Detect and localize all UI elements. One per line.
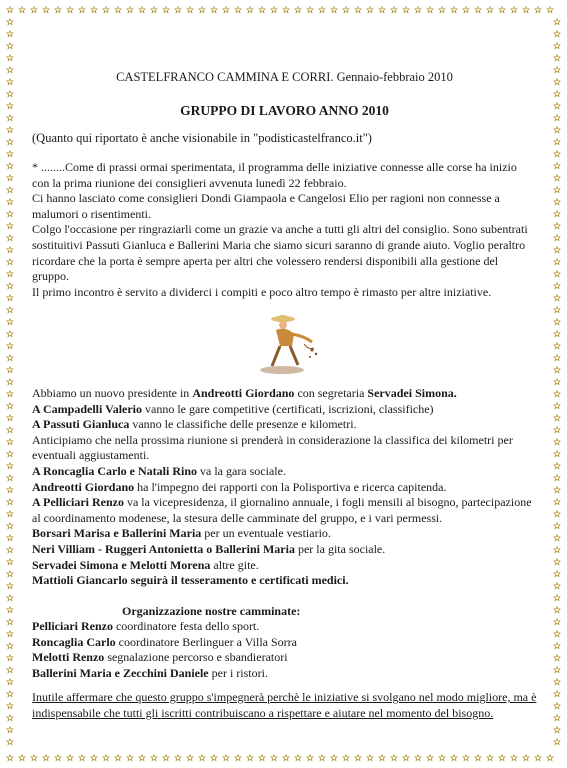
border-star-icon xyxy=(554,679,560,685)
border-star-icon xyxy=(554,271,560,277)
border-star-icon xyxy=(307,7,313,13)
border-star-icon xyxy=(475,7,481,13)
border-star-icon xyxy=(523,755,529,761)
border-star-icon xyxy=(554,523,560,529)
border-star-icon xyxy=(319,7,325,13)
border-star-icon xyxy=(7,139,13,145)
border-star-icon xyxy=(271,7,277,13)
border-star-icon xyxy=(7,7,13,13)
border-star-icon xyxy=(79,755,85,761)
border-star-icon xyxy=(355,755,361,761)
border-star-icon xyxy=(7,211,13,217)
assignment-line: A Roncaglia Carlo e Natali Rino va la gara sociale. xyxy=(32,463,286,478)
border-star-icon xyxy=(7,427,13,433)
border-star-icon xyxy=(151,755,157,761)
border-star-icon xyxy=(554,379,560,385)
border-star-icon xyxy=(7,295,13,301)
border-star-icon xyxy=(554,583,560,589)
border-star-icon xyxy=(307,755,313,761)
border-star-icon xyxy=(554,115,560,121)
border-star-icon xyxy=(7,487,13,493)
border-star-icon xyxy=(7,43,13,49)
border-star-icon xyxy=(43,7,49,13)
border-star-icon xyxy=(139,7,145,13)
border-star-icon xyxy=(547,755,553,761)
border-star-icon xyxy=(55,755,61,761)
border-star-icon xyxy=(247,755,253,761)
border-star-icon xyxy=(554,355,560,361)
border-star-icon xyxy=(535,7,541,13)
border-star-icon xyxy=(554,367,560,373)
border-star-icon xyxy=(7,607,13,613)
border-star-icon xyxy=(7,91,13,97)
border-star-icon xyxy=(211,755,217,761)
border-star-icon xyxy=(554,403,560,409)
border-star-icon xyxy=(7,595,13,601)
border-star-icon xyxy=(554,163,560,169)
border-star-icon xyxy=(554,667,560,673)
border-star-icon xyxy=(163,755,169,761)
intro-paragraph: Ci hanno lasciato come consiglieri Dondi Giampaola e Cangelosi Elio per ragioni non connesse a malumori o risentimenti. xyxy=(32,191,500,221)
organization-title: Organizzazione nostre camminate: xyxy=(122,604,301,618)
border-star-icon xyxy=(7,31,13,37)
border-star-icon xyxy=(554,31,560,37)
border-star-icon xyxy=(19,755,25,761)
border-star-icon xyxy=(67,7,73,13)
border-star-icon xyxy=(7,499,13,505)
border-star-icon xyxy=(427,755,433,761)
border-star-icon xyxy=(487,7,493,13)
border-star-icon xyxy=(554,19,560,25)
border-star-icon xyxy=(554,43,560,49)
border-star-icon xyxy=(554,463,560,469)
border-star-icon xyxy=(7,715,13,721)
border-star-icon xyxy=(7,755,13,761)
border-star-icon xyxy=(499,7,505,13)
border-star-icon xyxy=(7,619,13,625)
border-star-icon xyxy=(7,163,13,169)
border-star-icon xyxy=(127,755,133,761)
border-star-icon xyxy=(343,7,349,13)
border-star-icon xyxy=(331,755,337,761)
border-star-icon xyxy=(554,91,560,97)
border-star-icon xyxy=(7,523,13,529)
assignment-line: A Passuti Gianluca vanno le classifiche delle presenze e kilometri. xyxy=(32,417,357,432)
border-star-icon xyxy=(554,631,560,637)
document-title: GRUPPO DI LAVORO ANNO 2010 xyxy=(180,103,389,118)
border-star-icon xyxy=(547,7,553,13)
border-star-icon xyxy=(259,755,265,761)
border-star-icon xyxy=(554,295,560,301)
border-star-icon xyxy=(271,755,277,761)
border-star-icon xyxy=(554,439,560,445)
border-star-icon xyxy=(554,139,560,145)
border-star-icon xyxy=(554,235,560,241)
border-star-icon xyxy=(283,755,289,761)
border-star-icon xyxy=(367,755,373,761)
border-star-icon xyxy=(295,755,301,761)
border-star-icon xyxy=(31,7,37,13)
border-star-icon xyxy=(7,679,13,685)
border-star-icon xyxy=(331,7,337,13)
border-star-icon xyxy=(259,7,265,13)
border-star-icon xyxy=(7,403,13,409)
border-star-icon xyxy=(235,755,241,761)
border-star-icon xyxy=(554,79,560,85)
border-star-icon xyxy=(487,755,493,761)
border-star-icon xyxy=(199,7,205,13)
border-star-icon xyxy=(7,691,13,697)
border-star-icon xyxy=(295,7,301,13)
border-star-icon xyxy=(7,511,13,517)
border-star-icon xyxy=(367,7,373,13)
border-star-icon xyxy=(91,7,97,13)
border-star-icon xyxy=(554,331,560,337)
organization-line: Roncaglia Carlo coordinatore Berlinguer a Villa Sorra xyxy=(32,634,298,649)
border-star-icon xyxy=(7,247,13,253)
border-star-icon xyxy=(554,715,560,721)
border-star-icon xyxy=(7,559,13,565)
intro-paragraph: Il primo incontro è servito a dividerci i compiti e poco altro tempo è rimasto per altre iniziative. xyxy=(32,284,492,299)
border-star-icon xyxy=(554,211,560,217)
organization-section xyxy=(32,619,537,681)
organization-line: Melotti Renzo segnalazione percorso e sbandieratori xyxy=(32,650,288,665)
border-star-icon xyxy=(554,499,560,505)
border-star-icon xyxy=(7,379,13,385)
border-star-icon xyxy=(247,7,253,13)
border-star-icon xyxy=(115,7,121,13)
closing-paragraph: Inutile affermare che questo gruppo s'impegnerà perchè le iniziative si svolgano nel modo migliore, ma è indispensabile che tutti gli iscritti contribuiscano a rispettare e aiutare nel momento del bisogno. xyxy=(32,690,537,720)
border-star-icon xyxy=(7,631,13,637)
border-star-icon xyxy=(43,755,49,761)
assignment-line: Anticipiamo che nella prossima riunione si prenderà in considerazione la classifica dei kilometri per eventuali aggiustamenti. xyxy=(32,432,513,463)
border-star-icon xyxy=(103,7,109,13)
runner-figure-image xyxy=(252,310,327,378)
border-star-icon xyxy=(554,187,560,193)
border-star-icon xyxy=(31,755,37,761)
border-star-icon xyxy=(91,755,97,761)
border-star-icon xyxy=(403,755,409,761)
border-star-icon xyxy=(463,755,469,761)
border-star-icon xyxy=(451,7,457,13)
intro-section xyxy=(32,160,537,300)
document-header: CASTELFRANCO CAMMINA E CORRI. Gennaio-febbraio 2010 xyxy=(116,70,453,84)
border-star-icon xyxy=(7,235,13,241)
border-star-icon xyxy=(7,703,13,709)
border-star-icon xyxy=(554,451,560,457)
border-star-icon xyxy=(554,535,560,541)
border-star-icon xyxy=(475,755,481,761)
border-star-icon xyxy=(7,187,13,193)
border-star-icon xyxy=(511,7,517,13)
border-star-icon xyxy=(554,415,560,421)
border-star-icon xyxy=(554,571,560,577)
border-star-icon xyxy=(7,19,13,25)
border-star-icon xyxy=(7,415,13,421)
border-star-icon xyxy=(319,755,325,761)
border-star-icon xyxy=(7,451,13,457)
border-star-icon xyxy=(554,559,560,565)
intro-paragraph: Colgo l'occasione per ringraziarli come un grazie va anche a tutti gli altri del consiglio. Sono subentrati sostituitivi Passuti Gianluca e Ballerini Maria che siamo sicuri saranno di grande aiuto. Voglio peraltro ricordare che la porta è sempre aperta per altri che volessero rendersi disponibili alla gestione del gruppo. xyxy=(32,222,528,284)
assignment-line: Abbiamo un nuovo presidente in Andreotti Giordano con segretaria Servadei Simona. xyxy=(32,386,457,400)
border-star-icon xyxy=(463,7,469,13)
border-star-icon xyxy=(187,7,193,13)
border-star-icon xyxy=(7,667,13,673)
border-star-icon xyxy=(103,755,109,761)
border-star-icon xyxy=(554,727,560,733)
border-star-icon xyxy=(554,487,560,493)
border-star-icon xyxy=(7,319,13,325)
border-star-icon xyxy=(7,727,13,733)
assignment-line: Servadei Simona e Melotti Morena altre gite. xyxy=(32,557,259,572)
border-star-icon xyxy=(451,755,457,761)
border-star-icon xyxy=(7,223,13,229)
border-star-icon xyxy=(7,175,13,181)
border-star-icon xyxy=(554,247,560,253)
assignment-line: Neri Villiam - Ruggeri Antonietta o Ballerini Maria per la gita sociale. xyxy=(32,541,386,556)
organization-line: Pelliciari Renzo coordinatore festa dello sport. xyxy=(32,619,260,633)
border-star-icon xyxy=(7,571,13,577)
border-star-icon xyxy=(7,283,13,289)
border-star-icon xyxy=(554,643,560,649)
border-star-icon xyxy=(355,7,361,13)
border-star-icon xyxy=(7,367,13,373)
border-star-icon xyxy=(7,583,13,589)
border-star-icon xyxy=(554,259,560,265)
border-star-icon xyxy=(7,199,13,205)
border-star-icon xyxy=(523,7,529,13)
border-star-icon xyxy=(379,7,385,13)
border-star-icon xyxy=(554,595,560,601)
website-note: (Quanto qui riportato è anche visionabile in "podisticastelfranco.it") xyxy=(32,131,372,145)
border-star-icon xyxy=(554,55,560,61)
border-star-icon xyxy=(199,755,205,761)
border-star-icon xyxy=(554,619,560,625)
border-star-icon xyxy=(7,643,13,649)
border-star-icon xyxy=(139,755,145,761)
border-star-icon xyxy=(403,7,409,13)
assignment-line: A Campadelli Valerio vanno le gare competitive (certificati, iscrizioni, classifiche) xyxy=(32,401,434,416)
border-star-icon xyxy=(19,7,25,13)
assignment-line: A Pelliciari Renzo va la vicepresidenza, il giornalino annuale, i fogli mensili al bisogno, partecipazione al coordinamento modenese, la stesura delle camminate del gruppo, e i vari permessi. xyxy=(32,495,532,525)
border-star-icon xyxy=(211,7,217,13)
assignment-line: Borsari Marisa e Ballerini Maria per un eventuale vestiario. xyxy=(32,526,331,541)
border-star-icon xyxy=(427,7,433,13)
border-star-icon xyxy=(7,331,13,337)
border-star-icon xyxy=(7,355,13,361)
intro-paragraph: * ........Come di prassi ormai sperimentata, il programma delle iniziative connesse alle corse ha inizio con la prima riunione dei consiglieri avvenuta lunedì 22 febbraio. xyxy=(32,160,517,190)
border-star-icon xyxy=(163,7,169,13)
border-star-icon xyxy=(554,739,560,745)
border-star-icon xyxy=(554,319,560,325)
border-star-icon xyxy=(554,67,560,73)
border-star-icon xyxy=(554,223,560,229)
border-star-icon xyxy=(7,79,13,85)
border-star-icon xyxy=(67,755,73,761)
border-star-icon xyxy=(151,7,157,13)
border-star-icon xyxy=(554,199,560,205)
border-star-icon xyxy=(343,755,349,761)
border-star-icon xyxy=(283,7,289,13)
border-star-icon xyxy=(7,67,13,73)
border-star-icon xyxy=(7,547,13,553)
border-star-icon xyxy=(554,607,560,613)
assignment-line: Andreotti Giordano ha l'impegno dei rapporti con la Polisportiva e ricerca capitenda. xyxy=(32,479,447,494)
border-star-icon xyxy=(7,115,13,121)
border-star-icon xyxy=(415,755,421,761)
border-star-icon xyxy=(175,755,181,761)
border-star-icon xyxy=(223,7,229,13)
border-star-icon xyxy=(7,271,13,277)
border-star-icon xyxy=(115,755,121,761)
border-star-icon xyxy=(7,343,13,349)
border-star-icon xyxy=(554,511,560,517)
border-star-icon xyxy=(379,755,385,761)
border-star-icon xyxy=(554,703,560,709)
border-star-icon xyxy=(535,755,541,761)
border-star-icon xyxy=(7,439,13,445)
border-star-icon xyxy=(7,463,13,469)
border-star-icon xyxy=(554,175,560,181)
border-star-icon xyxy=(554,691,560,697)
border-star-icon xyxy=(554,103,560,109)
border-star-icon xyxy=(415,7,421,13)
border-star-icon xyxy=(554,391,560,397)
border-star-icon xyxy=(7,739,13,745)
border-star-icon xyxy=(175,7,181,13)
border-star-icon xyxy=(554,427,560,433)
border-star-icon xyxy=(7,103,13,109)
border-star-icon xyxy=(391,7,397,13)
border-star-icon xyxy=(554,307,560,313)
assignments-section xyxy=(32,386,537,589)
border-star-icon xyxy=(554,343,560,349)
border-star-icon xyxy=(55,7,61,13)
border-star-icon xyxy=(439,7,445,13)
border-star-icon xyxy=(7,535,13,541)
border-star-icon xyxy=(554,283,560,289)
border-star-icon xyxy=(7,259,13,265)
border-star-icon xyxy=(554,475,560,481)
border-star-icon xyxy=(235,7,241,13)
border-star-icon xyxy=(511,755,517,761)
border-star-icon xyxy=(439,755,445,761)
border-star-icon xyxy=(7,475,13,481)
border-star-icon xyxy=(187,755,193,761)
border-star-icon xyxy=(391,755,397,761)
border-star-icon xyxy=(7,151,13,157)
border-star-icon xyxy=(7,307,13,313)
border-star-icon xyxy=(7,391,13,397)
border-star-icon xyxy=(554,127,560,133)
border-star-icon xyxy=(127,7,133,13)
organization-line: Ballerini Maria e Zecchini Daniele per i ristori. xyxy=(32,665,268,680)
border-star-icon xyxy=(554,655,560,661)
assignment-line: Mattioli Giancarlo seguirà il tesseramento e certificati medici. xyxy=(32,573,349,588)
border-star-icon xyxy=(7,55,13,61)
border-star-icon xyxy=(554,151,560,157)
border-star-icon xyxy=(7,655,13,661)
border-star-icon xyxy=(223,755,229,761)
border-star-icon xyxy=(499,755,505,761)
border-star-icon xyxy=(7,127,13,133)
border-star-icon xyxy=(79,7,85,13)
border-star-icon xyxy=(554,547,560,553)
